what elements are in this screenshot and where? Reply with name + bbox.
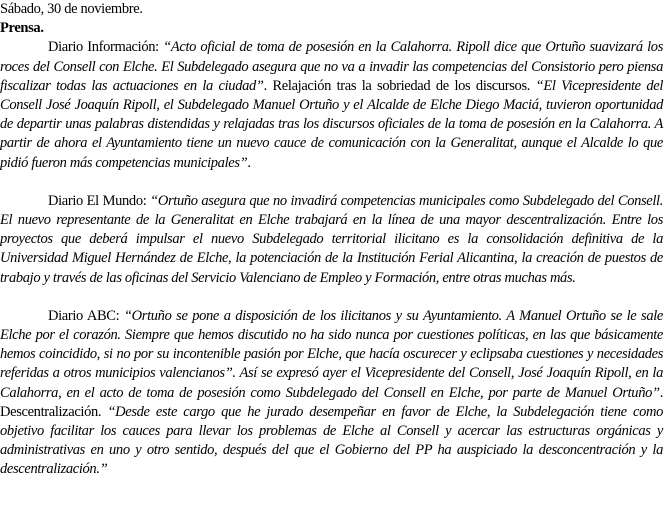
paragraph-diario-el-mundo	[0, 192, 663, 288]
quote-text: “Desde este cargo que he jurado desempeñar en favor de Elche, la Subdelegación tiene como objetivo facilitar los cauces para llevar los problemas de Elche al Consell y acercar las estructuras orgánicas y administrativas en uno y otro sentido, después del que el Gobierno del PP ha auspiciado la desconcentración y la descentralización.”	[0, 403, 663, 478]
document-date: Sábado, 30 de noviembre.	[0, 1, 143, 17]
body-text: . Relajación tras la sobriedad de los discursos.	[263, 77, 536, 94]
section-heading: Prensa.	[0, 20, 44, 37]
paragraph-diario-informacion	[0, 38, 663, 172]
quote-text: “El Vicepresidente del Consell José Joaquín Ripoll, el Subdelegado Manuel Ortuño y el Alcalde de Elche Diego Maciá, tuvieron oportunidad de departir unas palabras distendidas y relajadas tras los discursos oficiales de la toma de posesión en la Calahorra. A partir de ahora el Ayuntamiento tiene un nuevo cauce de comunicación con la Generalitat, aunque el Alcalde lo que pidió fueron más competencias municipales”	[0, 77, 663, 171]
source-name: Diario ABC:	[48, 307, 124, 324]
quote-text: “Ortuño se pone a disposición de los ilicitanos y su Ayuntamiento. A Manuel Ortuño se le sale Elche por el corazón. Siempre que hemos discutido no ha sido nunca por cuestiones políticas, en las que básicamente hemos coincidido, si no por su incontenible pasión por Elche, que hacía oscurecer y eclipsaba cuestiones y necesidades referidas a otros municipios valencianos”. Así se expresó ayer el Vicepresidente del Consell, José Joaquín Ripoll, en la Calahorra, en el acto de toma de posesión como Subdelegado del Consell en Elche, por parte de Manuel Ortuño”	[0, 307, 663, 401]
quote-text: “Ortuño asegura que no invadirá competencias municipales como Subdelegado del Consell. El nuevo representante de la Generalitat en Elche trabajará en la línea de una mayor descentralización. Entre los proyectos que deberá impulsar el nuevo Subdelegado territorial ilicitano es la consolidación definitiva de la Universidad Miguel Hernández de Elche, la potenciación de la Institución Ferial Alicantina, la creación de puestos de trabajo y través de las oficinas del Servicio Valenciano de Empleo y Formación, entre otras muchas más.	[0, 192, 664, 286]
source-name: Diario Información:	[48, 39, 164, 56]
source-name: Diario El Mundo:	[48, 192, 151, 209]
body-text: .	[247, 154, 251, 171]
paragraph-diario-abc	[0, 307, 663, 480]
body-text: . Descentralización.	[0, 384, 663, 420]
quote-text: “Acto oficial de toma de posesión en la Calahorra. Ripoll dice que Ortuño suavizará los roces del Consell con Elche. El Subdelegado asegura que no va a invadir las competencias del Consistorio pero piensa fiscalizar todas las actuaciones en la ciudad”	[0, 39, 663, 94]
